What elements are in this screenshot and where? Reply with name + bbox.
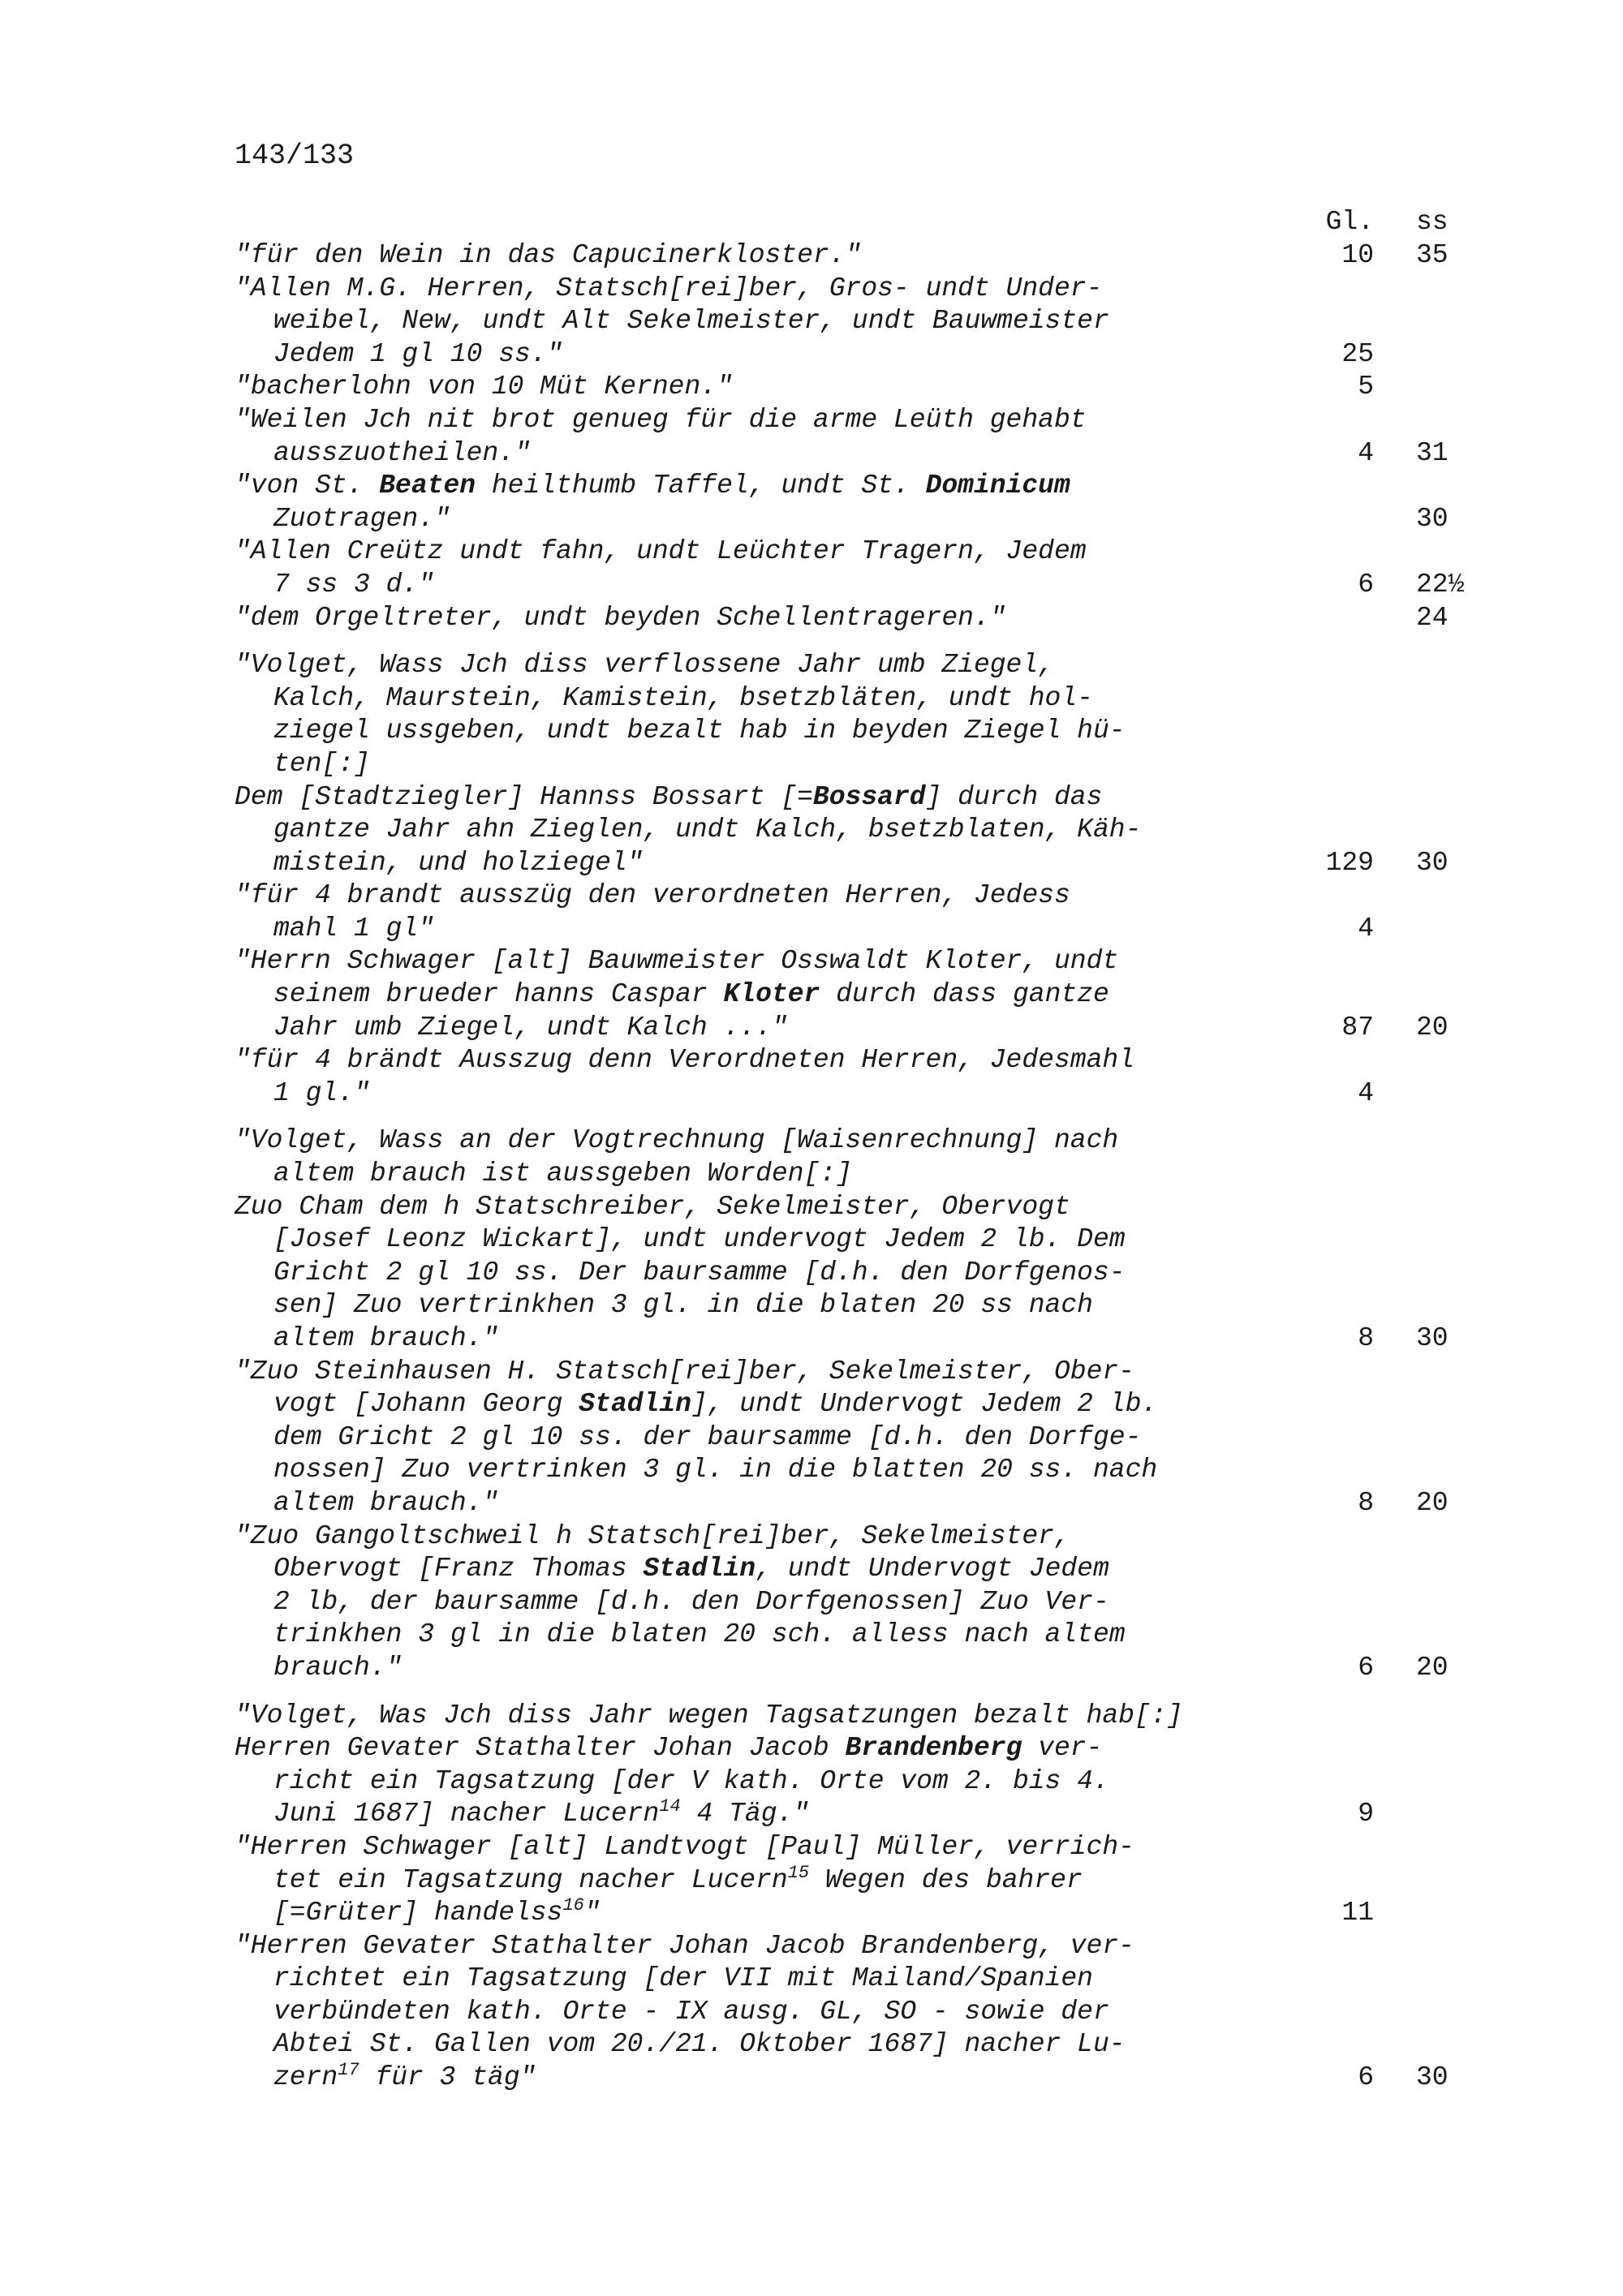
entry-line xyxy=(0,1930,1623,1963)
entry-line xyxy=(0,437,1623,471)
bold-name: Beaten xyxy=(379,471,476,501)
text-segment: ], undt Undervogt Jedem 2 lb. xyxy=(691,1389,1158,1420)
entry-line xyxy=(0,1388,1623,1421)
entry-line xyxy=(0,1044,1623,1077)
ledger-entry xyxy=(0,535,1623,601)
ledger-entry xyxy=(0,781,1623,880)
entry-line xyxy=(0,1356,1623,1389)
entry-line xyxy=(0,273,1623,306)
text-segment: Obervogt [Franz Thomas xyxy=(273,1554,644,1584)
entry-line xyxy=(0,1996,1623,2029)
entry-line xyxy=(0,1520,1623,1554)
entry-line xyxy=(0,1012,1623,1045)
entry-line xyxy=(0,239,1623,273)
text-segment: tet ein Tagsatzung nacher Lucern xyxy=(273,1864,788,1895)
amount-ss: 30 xyxy=(1416,503,1449,534)
entry-line xyxy=(0,978,1623,1012)
bold-name: Bossard xyxy=(812,781,926,812)
entry-text: ausszuotheilen." xyxy=(273,437,531,468)
footnote-marker: 17 xyxy=(338,2060,359,2081)
entry-line xyxy=(0,1322,1623,1356)
entry-text xyxy=(273,1553,1109,1586)
entry-line xyxy=(0,1963,1623,1996)
entry-line xyxy=(0,503,1623,536)
text-segment: Juni 1687] nacher Lucern xyxy=(273,1799,660,1829)
entry-line xyxy=(0,470,1623,503)
entry-text: richtet ein Tagsatzung [der VII mit Mailand/Spanien xyxy=(273,1963,1093,1994)
entry-text: Jedem 1 gl 10 ss." xyxy=(273,338,563,369)
entry-line xyxy=(0,1077,1623,1111)
text-segment: 4 Täg." xyxy=(680,1799,810,1829)
entry-text: 7 ss 3 d." xyxy=(273,569,435,600)
column-header-ss: ss xyxy=(1416,207,1449,237)
entry-text: Kalch, Maurstein, Kamistein, bsetzbläten, undt hol- xyxy=(273,682,1093,713)
entry-line xyxy=(0,1191,1623,1224)
entry-text: "Herrn Schwager [alt] Bauwmeister Osswaldt Kloter, undt xyxy=(235,946,1119,977)
entry-text: "für den Wein in das Capucinerkloster." xyxy=(235,240,862,270)
entry-line xyxy=(0,1897,1623,1930)
ledger-entry xyxy=(0,879,1623,945)
ledger-entry xyxy=(0,1520,1623,1685)
text-segment: vogt [Johann Georg xyxy=(273,1389,579,1420)
ledger-entry xyxy=(0,1700,1623,1733)
entry-text: ziegel ussgeben, undt bezalt hab in beyden Ziegel hü- xyxy=(273,716,1126,746)
text-segment: seinem brueder hanns Caspar xyxy=(273,979,724,1010)
ledger-entry xyxy=(0,1044,1623,1110)
amount-ss: 30 xyxy=(1416,1323,1449,1353)
text-segment: heilthumb Taffel, undt St. xyxy=(476,471,926,501)
text-segment: Herren Gevater Stathalter Johan Jacob xyxy=(235,1733,846,1764)
entry-text: "bacherlohn von 10 Müt Kernen." xyxy=(235,372,733,402)
amount-ss: 20 xyxy=(1416,1487,1449,1518)
amount-gl: 4 xyxy=(1358,437,1374,468)
entry-text xyxy=(273,1864,1083,1898)
bold-name: Stadlin xyxy=(579,1389,691,1420)
entry-text: trinkhen 3 gl in die blaten 20 sch. alless nach altem xyxy=(273,1619,1126,1650)
entry-line xyxy=(0,847,1623,880)
amount-gl: 6 xyxy=(1358,569,1374,600)
ledger-entry xyxy=(0,1191,1623,1356)
amount-gl: 6 xyxy=(1358,1652,1374,1683)
entry-text: "Allen M.G. Herren, Statsch[rei]ber, Gros- undt Under- xyxy=(235,273,1103,303)
bold-name: Kloter xyxy=(723,979,820,1010)
entry-line xyxy=(0,1619,1623,1652)
ledger-entry xyxy=(0,1356,1623,1520)
entry-line xyxy=(0,2028,1623,2062)
entry-line xyxy=(0,1487,1623,1520)
entry-line xyxy=(0,1586,1623,1619)
entry-line xyxy=(0,1831,1623,1864)
amount-gl: 87 xyxy=(1341,1012,1374,1043)
entry-text xyxy=(273,978,1109,1012)
entry-line xyxy=(0,913,1623,946)
entry-text: altem brauch." xyxy=(273,1323,499,1353)
amount-gl: 8 xyxy=(1358,1323,1374,1353)
text-segment: durch dass gantze xyxy=(820,979,1109,1010)
entry-text xyxy=(273,1798,809,1831)
entry-line xyxy=(0,1864,1623,1898)
ledger-entry xyxy=(0,404,1623,470)
amount-gl: 4 xyxy=(1358,1077,1374,1108)
entry-text: "dem Orgeltreter, undt beyden Schellentrageren." xyxy=(235,602,1006,633)
amount-gl: 129 xyxy=(1325,847,1374,878)
entry-text xyxy=(235,470,1070,503)
entry-line xyxy=(0,879,1623,913)
ledger-entry xyxy=(0,239,1623,273)
amount-ss: 30 xyxy=(1416,847,1449,878)
entry-text: Zuotragen." xyxy=(273,503,450,534)
entry-line xyxy=(0,602,1623,635)
text-segment: , undt Undervogt Jedem xyxy=(756,1554,1109,1584)
bold-name: Stadlin xyxy=(643,1554,756,1584)
text-segment: ver- xyxy=(1022,1733,1103,1764)
entry-line xyxy=(0,1454,1623,1487)
amount-gl: 10 xyxy=(1341,240,1374,270)
entry-line xyxy=(0,1257,1623,1290)
amount-gl: 9 xyxy=(1358,1799,1374,1829)
entry-line xyxy=(0,781,1623,815)
entry-text: sen] Zuo vertrinkhen 3 gl. in die blaten 20 ss nach xyxy=(273,1290,1093,1321)
amount-ss: 22½ xyxy=(1416,569,1465,600)
entry-line xyxy=(0,2062,1623,2095)
ledger-entry xyxy=(0,1124,1623,1190)
entry-line xyxy=(0,748,1623,781)
entry-text: verbündeten kath. Orte - IX ausg. GL, SO - sowie der xyxy=(273,1996,1109,2027)
entry-text: "Volget, Wass Jch diss verflossene Jahr umb Ziegel, xyxy=(235,650,1054,681)
text-segment: [=Grüter] handelss xyxy=(273,1898,563,1928)
entry-line xyxy=(0,649,1623,682)
entry-line xyxy=(0,535,1623,569)
entry-text xyxy=(235,781,1102,815)
footnote-marker: 15 xyxy=(787,1862,810,1883)
entry-text: ten[:] xyxy=(273,748,370,779)
ledger-entries xyxy=(0,239,1623,2095)
entry-text: mistein, und holziegel" xyxy=(273,847,644,878)
entry-text: "Volget, Wass an der Vogtrechnung [Waisenrechnung] nach xyxy=(235,1125,1119,1156)
entry-text: "Allen Creütz undt fahn, undt Leüchter Tragern, Jedem xyxy=(235,536,1087,567)
amount-gl: 4 xyxy=(1358,913,1374,944)
entry-line xyxy=(0,305,1623,338)
ledger-entry xyxy=(0,945,1623,1044)
entry-text: 1 gl." xyxy=(273,1077,370,1108)
amount-ss: 35 xyxy=(1416,240,1449,270)
entry-text: "Zuo Gangoltschweil h Statsch[rei]ber, Sekelmeister, xyxy=(235,1520,1070,1551)
ledger-entry xyxy=(0,273,1623,372)
page-number: 143/133 xyxy=(235,140,355,172)
text-segment: zern xyxy=(273,2062,338,2093)
entry-line xyxy=(0,715,1623,748)
ledger-entry xyxy=(0,371,1623,404)
amount-gl: 8 xyxy=(1358,1487,1374,1518)
entry-line xyxy=(0,1124,1623,1158)
amount-gl: 25 xyxy=(1341,338,1374,369)
entry-line xyxy=(0,1223,1623,1257)
entry-line xyxy=(0,1732,1623,1765)
ledger-entry xyxy=(0,470,1623,535)
entry-text: mahl 1 gl" xyxy=(273,913,435,944)
entry-text: [Josef Leonz Wickart], undt undervogt Jedem 2 lb. Dem xyxy=(273,1224,1126,1255)
entry-text: nossen] Zuo vertrinken 3 gl. in die blatten 20 ss. nach xyxy=(273,1455,1158,1486)
text-segment: " xyxy=(583,1898,601,1928)
entry-text: Zuo Cham dem h Statschreiber, Sekelmeister, Obervogt xyxy=(235,1191,1070,1222)
entry-text: "für 4 brandt ausszüg den verordneten Herren, Jedess xyxy=(235,880,1070,911)
ledger xyxy=(0,207,1623,2095)
text-segment: für 3 täg" xyxy=(359,2062,536,2093)
ledger-entry xyxy=(0,602,1623,635)
text-segment: ] durch das xyxy=(925,781,1103,812)
entry-text xyxy=(273,2062,536,2095)
text-segment: Wegen des bahrer xyxy=(809,1864,1083,1895)
ledger-entry xyxy=(0,1732,1623,1831)
entry-line xyxy=(0,1553,1623,1586)
entry-line xyxy=(0,1798,1623,1831)
text-segment: "von St. xyxy=(235,471,380,501)
amount-ss: 24 xyxy=(1416,602,1449,633)
entry-text: "für 4 brändt Ausszug denn Verordneten Herren, Jedesmahl xyxy=(235,1045,1134,1076)
entry-text: Jahr umb Ziegel, undt Kalch ..." xyxy=(273,1012,788,1043)
ledger-entry xyxy=(0,1831,1623,1930)
entry-line xyxy=(0,1289,1623,1322)
entry-text: "Volget, Was Jch diss Jahr wegen Tagsatzungen bezalt hab[:] xyxy=(235,1700,1183,1731)
amount-ss: 31 xyxy=(1416,437,1449,468)
entry-line xyxy=(0,1765,1623,1799)
amount-gl: 6 xyxy=(1358,2062,1374,2093)
entry-text: altem brauch." xyxy=(273,1487,499,1518)
entry-text: "Zuo Steinhausen H. Statsch[rei]ber, Sekelmeister, Ober- xyxy=(235,1356,1134,1387)
amount-gl: 11 xyxy=(1341,1898,1374,1928)
entry-line xyxy=(0,404,1623,437)
text-segment: Dem [Stadtziegler] Hannss Bossart [= xyxy=(235,781,813,812)
entry-text: "Herren Schwager [alt] Landtvogt [Paul] Müller, verrich- xyxy=(235,1831,1134,1862)
entry-text: brauch." xyxy=(273,1652,403,1683)
entry-line xyxy=(0,814,1623,847)
footnote-marker: 14 xyxy=(659,1796,681,1817)
entry-line xyxy=(0,338,1623,372)
entry-line xyxy=(0,682,1623,716)
entry-text: weibel, New, undt Alt Sekelmeister, undt Bauwmeister xyxy=(273,306,1109,337)
ledger-entry xyxy=(0,649,1623,780)
bold-name: Dominicum xyxy=(925,471,1070,501)
column-header-gl: Gl. xyxy=(1325,207,1374,237)
entry-text: "Weilen Jch nit brot genueg für die arme Leüth gehabt xyxy=(235,404,1087,435)
amount-gl: 5 xyxy=(1358,372,1374,402)
entry-line xyxy=(0,1158,1623,1191)
entry-text xyxy=(273,1388,1157,1421)
entry-text: richt ein Tagsatzung [der V kath. Orte vom 2. bis 4. xyxy=(273,1765,1109,1796)
entry-line xyxy=(0,569,1623,602)
entry-line xyxy=(0,945,1623,978)
entry-text: gantze Jahr ahn Zieglen, undt Kalch, bsetzblaten, Käh- xyxy=(273,815,1142,845)
ledger-entry xyxy=(0,1930,1623,2095)
entry-text: "Herren Gevater Stathalter Johan Jacob Brandenberg, ver- xyxy=(235,1930,1134,1961)
entry-line xyxy=(0,1421,1623,1455)
footnote-marker: 16 xyxy=(562,1895,584,1916)
entry-line xyxy=(0,1652,1623,1685)
amount-ss: 20 xyxy=(1416,1012,1449,1043)
amount-ss: 20 xyxy=(1416,1652,1449,1683)
entry-text: Gricht 2 gl 10 ss. Der baursamme [d.h. den Dorfgenos- xyxy=(273,1257,1126,1288)
column-header-row xyxy=(0,207,1623,239)
entry-text xyxy=(235,1732,1102,1765)
amount-ss: 30 xyxy=(1416,2062,1449,2093)
entry-text: Abtei St. Gallen vom 20./21. Oktober 1687] nacher Lu- xyxy=(273,2029,1126,2060)
entry-line xyxy=(0,371,1623,404)
entry-text xyxy=(273,1897,601,1930)
entry-text: 2 lb, der baursamme [d.h. den Dorfgenossen] Zuo Ver- xyxy=(273,1586,1109,1617)
entry-line xyxy=(0,1700,1623,1733)
entry-text: dem Gricht 2 gl 10 ss. der baursamme [d.h. den Dorfge- xyxy=(273,1421,1142,1452)
entry-text: altem brauch ist aussgeben Worden[:] xyxy=(273,1159,852,1189)
bold-name: Brandenberg xyxy=(845,1733,1022,1764)
